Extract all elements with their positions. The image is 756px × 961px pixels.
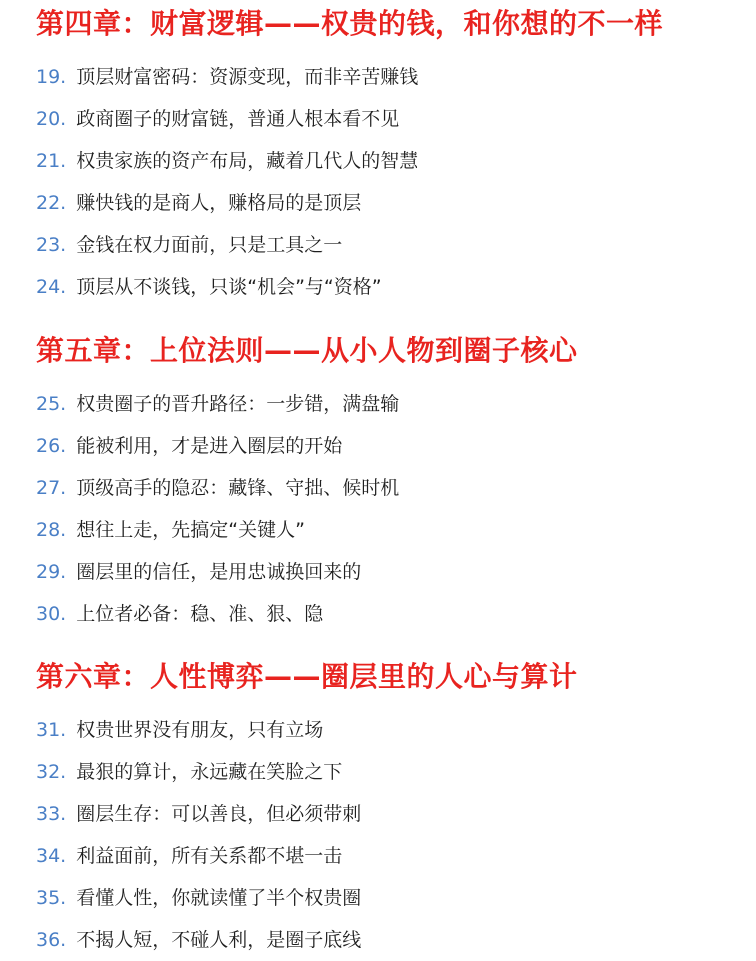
- list-item: [36, 224, 663, 266]
- item-text: 想往上走，先搞定“关键人”: [76, 519, 305, 541]
- item-text: 圈层里的信任，是用忠诚换回来的: [76, 561, 362, 583]
- item-text: 顶层财富密码：资源变现，而非辛苦赚钱: [76, 66, 419, 88]
- chapter-6-title: 第六章：人性博弈——圈层里的人心与算计: [36, 660, 578, 693]
- item-number: 24.: [36, 276, 67, 298]
- list-item: [36, 877, 578, 919]
- item-text: 权贵家族的资产布局，藏着几代人的智慧: [76, 150, 419, 172]
- list-item: [36, 709, 578, 751]
- item-text: 圈层生存：可以善良，但必须带刺: [76, 803, 362, 825]
- list-item: [36, 56, 663, 98]
- item-text: 不揭人短，不碰人利，是圈子底线: [76, 929, 362, 951]
- item-number: 22.: [36, 192, 67, 214]
- item-text: 金钱在权力面前，只是工具之一: [76, 234, 343, 256]
- list-item: [36, 551, 578, 593]
- item-number: 35.: [36, 887, 67, 909]
- item-text: 顶层从不谈钱，只谈“机会”与“资格”: [76, 276, 382, 298]
- item-text: 看懂人性，你就读懂了半个权贵圈: [76, 887, 362, 909]
- item-number: 19.: [36, 66, 67, 88]
- chapter-5-title: 第五章：上位法则——从小人物到圈子核心: [36, 334, 578, 367]
- list-item: [36, 919, 578, 961]
- chapter-5-list: [36, 383, 578, 635]
- list-item: [36, 751, 578, 793]
- item-number: 32.: [36, 761, 67, 783]
- item-text: 政商圈子的财富链，普通人根本看不见: [76, 108, 400, 130]
- item-number: 36.: [36, 929, 67, 951]
- item-number: 28.: [36, 519, 67, 541]
- list-item: [36, 383, 578, 425]
- chapter-4-title: 第四章：财富逻辑——权贵的钱，和你想的不一样: [36, 7, 664, 40]
- list-item: [36, 593, 578, 635]
- list-item: [36, 509, 578, 551]
- item-number: 27.: [36, 477, 67, 499]
- chapter-6-section: [36, 657, 578, 961]
- list-item: [36, 835, 578, 877]
- item-number: 23.: [36, 234, 67, 256]
- item-text: 顶级高手的隐忍：藏锋、守拙、候时机: [76, 477, 400, 499]
- chapter-6-list: [36, 709, 578, 961]
- item-text: 利益面前，所有关系都不堪一击: [76, 845, 343, 867]
- item-number: 29.: [36, 561, 67, 583]
- item-text: 赚快钱的是商人，赚格局的是顶层: [76, 192, 362, 214]
- item-text: 上位者必备：稳、准、狠、隐: [76, 603, 324, 625]
- item-number: 31.: [36, 719, 67, 741]
- list-item: [36, 793, 578, 835]
- chapter-5-section: [36, 331, 578, 635]
- item-number: 20.: [36, 108, 67, 130]
- item-text: 权贵世界没有朋友，只有立场: [76, 719, 324, 741]
- item-number: 21.: [36, 150, 67, 172]
- item-number: 26.: [36, 435, 67, 457]
- item-number: 25.: [36, 393, 67, 415]
- chapter-4-list: [36, 56, 663, 308]
- item-number: 30.: [36, 603, 67, 625]
- item-number: 34.: [36, 845, 67, 867]
- item-text: 权贵圈子的晋升路径：一步错，满盘输: [76, 393, 400, 415]
- item-text: 最狠的算计，永远藏在笑脸之下: [76, 761, 343, 783]
- list-item: [36, 140, 663, 182]
- list-item: [36, 182, 663, 224]
- list-item: [36, 98, 663, 140]
- item-number: 33.: [36, 803, 67, 825]
- chapter-4-section: [36, 4, 663, 308]
- item-text: 能被利用，才是进入圈层的开始: [76, 435, 343, 457]
- list-item: [36, 266, 663, 308]
- list-item: [36, 467, 578, 509]
- list-item: [36, 425, 578, 467]
